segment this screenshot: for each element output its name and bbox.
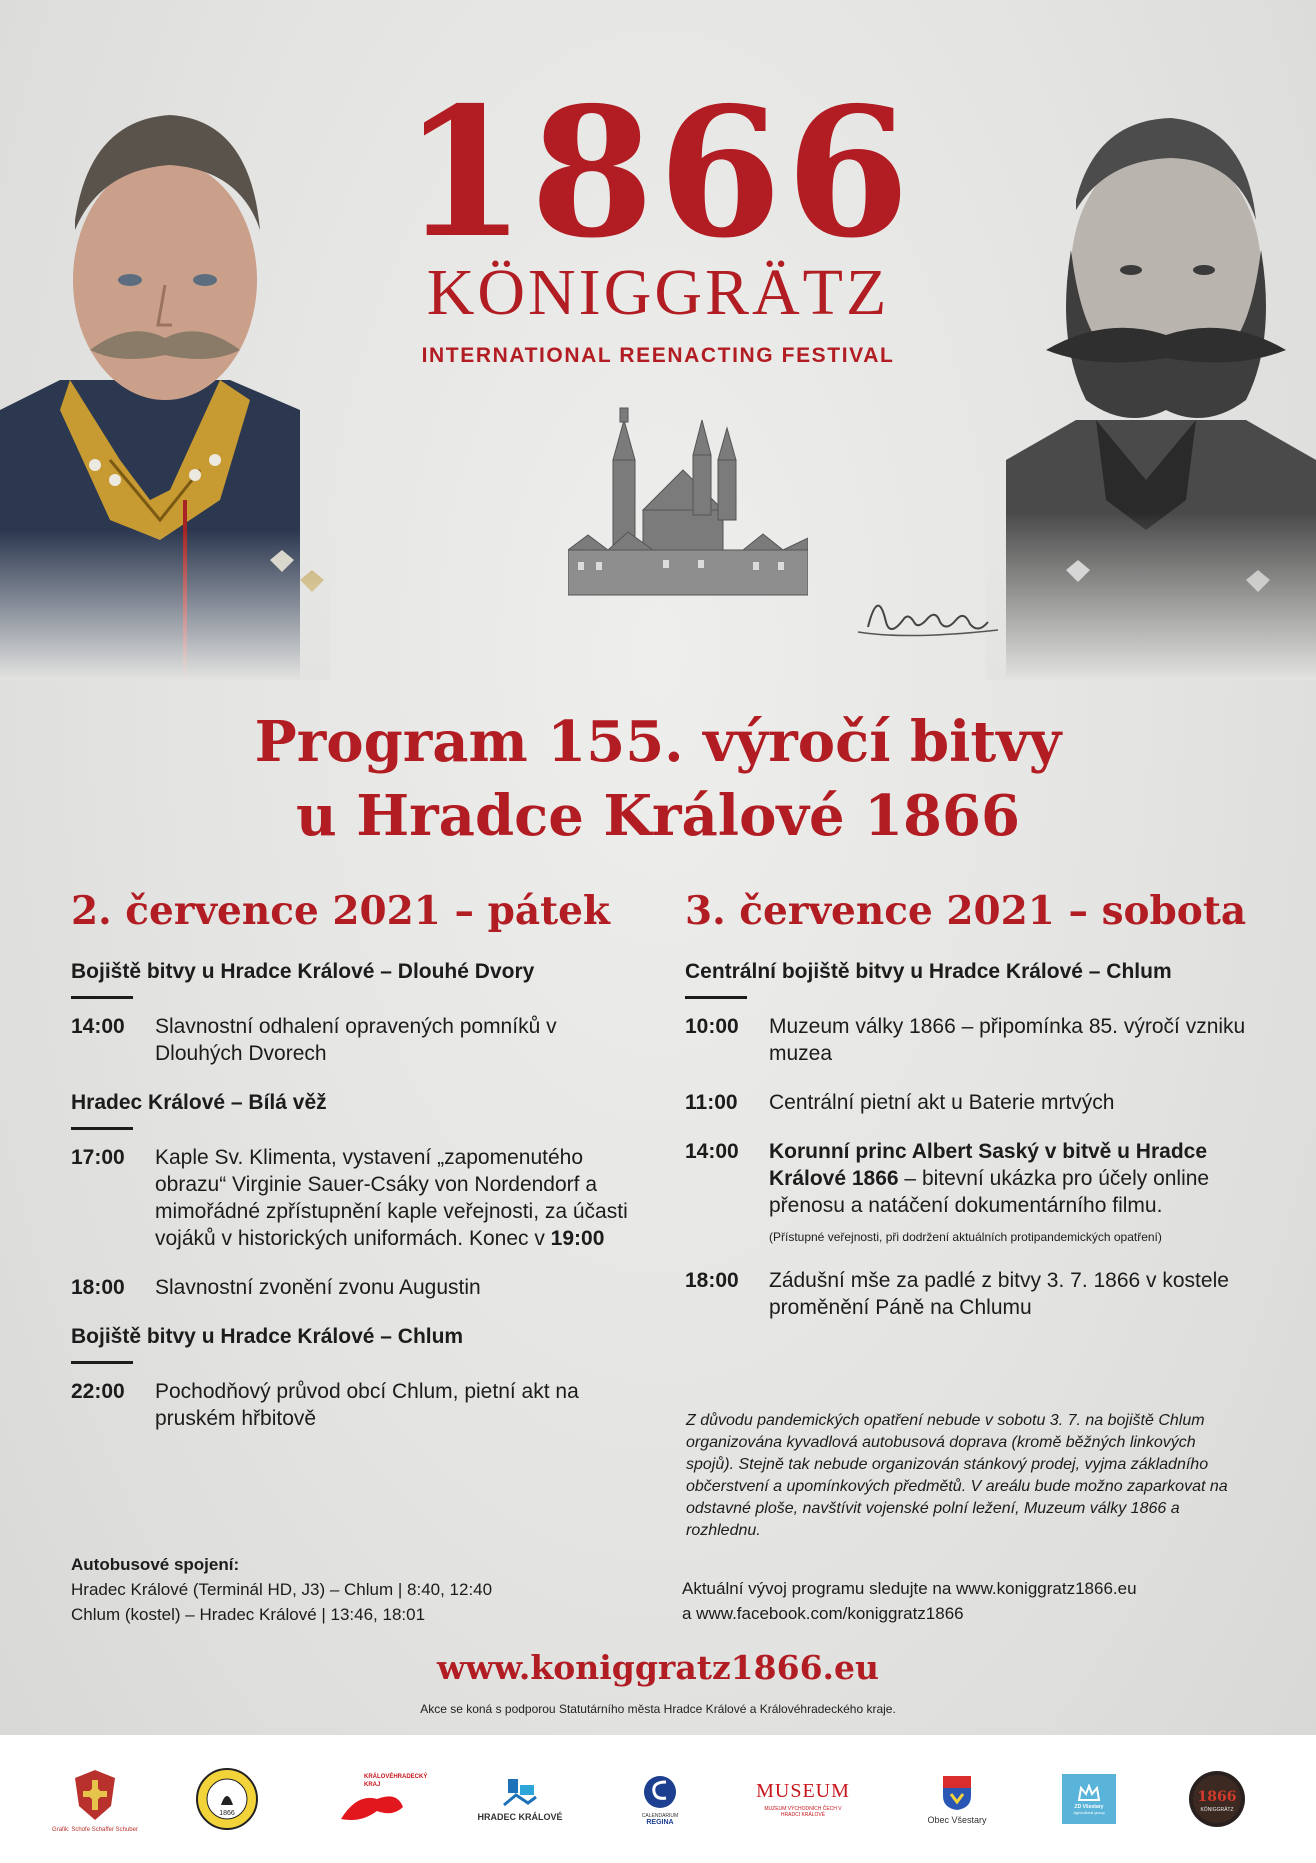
event-title: Korunní princ Albert Saský v bitvě u Hradce Králové 1866 <box>769 1140 1208 1190</box>
hk-caption: HRADEC KRÁLOVÉ <box>477 1811 563 1822</box>
follow-line: a www.facebook.com/koniggratz1866 <box>682 1604 964 1623</box>
partner-obec-vsestary <box>912 1735 1002 1863</box>
event-item <box>71 1378 631 1432</box>
brit-year: 1866 <box>1197 1789 1237 1805</box>
venue-dlouhe-dvory: Bojiště bitvy u Hradce Králové – Dlouhé Dvory <box>71 960 535 983</box>
day1-column <box>71 886 631 1454</box>
logo-year: 1866 <box>402 68 914 277</box>
town-illustration <box>568 400 808 610</box>
event-text: Muzeum války 1866 – připomínka 85. výročí vzniku muzea <box>769 1015 1246 1065</box>
follow-info <box>682 1576 1242 1626</box>
koniggratz-badge-icon <box>1187 1769 1247 1829</box>
event-time: 14:00 <box>685 1140 739 1163</box>
day2-heading: 3. července 2021 – sobota <box>685 888 1247 934</box>
event-text: Slavnostní odhalení opravených pomníků v Dlouhých Dvorech <box>155 1015 557 1065</box>
venue-central-chlum: Centrální bojiště bitvy u Hradce Králové – Chlum <box>685 960 1172 983</box>
round-badge-icon <box>195 1767 259 1831</box>
venue-bila-vez: Hradec Králové – Bílá věž <box>71 1091 327 1114</box>
zd-badge <box>1062 1774 1116 1824</box>
partner-museum <box>748 1735 858 1863</box>
museum-label: MUSEUM <box>756 1780 850 1802</box>
website-link[interactable]: www.koniggratz1866.eu <box>436 1648 880 1687</box>
event-end-time: 19:00 <box>550 1227 605 1250</box>
event-text: Zádušní mše za padlé z bitvy 3. 7. 1866 v kostele proměnění Páně na Chlumu <box>769 1269 1229 1319</box>
vsestary-coat-of-arms-icon <box>941 1774 973 1812</box>
event-text: Pochodňový průvod obcí Chlum, pietní akt na pruském hřbitově <box>155 1380 579 1430</box>
partner-logos <box>0 1735 1316 1863</box>
event-time: 18:00 <box>71 1276 125 1299</box>
logo-subtitle: INTERNATIONAL REENACTING FESTIVAL <box>421 344 895 367</box>
event-item <box>685 1013 1265 1067</box>
vsestary-caption: Obec Všestary <box>927 1814 987 1825</box>
partner-crest-logo <box>52 1735 138 1863</box>
event-text-main: Kaple Sv. Klimenta, vystavení „zapomenutého obrazu“ Virginie Sauer-Csáky von Nordendorf a mimořádné zpřístupnění kaple veřejnosti, za účasti vojáků v historických uniformách. Konec v <box>155 1146 628 1250</box>
page-title <box>0 705 1316 853</box>
bus-title: Autobusové spojení: <box>71 1555 240 1574</box>
kraj-shape-icon <box>337 1789 407 1825</box>
venue-chlum: Bojiště bitvy u Hradce Králové – Chlum <box>71 1325 464 1348</box>
event-text <box>155 1144 631 1252</box>
event-time: 22:00 <box>71 1380 125 1403</box>
event-item <box>71 1144 631 1252</box>
event-text: Slavnostní zvonění zvonu Augustin <box>155 1276 481 1299</box>
regina-logo-icon <box>642 1772 678 1812</box>
kraj-label: KRÁLOVÉHRADECKÝ KRAJ <box>364 1774 428 1788</box>
partner-caption: Grafik: Schofe Schaffer Schuber <box>52 1826 138 1833</box>
event-item <box>685 1089 1265 1116</box>
day1-heading: 2. července 2021 – pátek <box>71 888 610 934</box>
support-note: Akce se koná s podporou Statutárního města Hradce Králové a Královéhradeckého kraje. <box>420 1702 896 1716</box>
event-time: 11:00 <box>685 1091 738 1114</box>
divider <box>71 1127 133 1130</box>
hk-logo-icon <box>500 1777 540 1809</box>
badge-year: 1866 <box>219 1810 235 1817</box>
event-item <box>71 1274 631 1301</box>
event-text: Centrální pietní akt u Baterie mrtvých <box>769 1091 1115 1114</box>
partner-koniggratz-badge <box>1182 1735 1252 1863</box>
event-time: 10:00 <box>685 1015 739 1038</box>
crest-icon <box>71 1766 119 1824</box>
zd-label: ZD Všestary <box>1074 1803 1104 1810</box>
title-line-1: Program 155. výročí bitvy <box>254 709 1062 775</box>
follow-line: Aktuální vývoj programu sledujte na www.koniggratz1866.eu <box>682 1579 1137 1598</box>
zd-subtitle: Agricultural group <box>1073 1809 1105 1815</box>
event-item <box>685 1138 1265 1245</box>
event-time: 17:00 <box>71 1146 125 1169</box>
partner-round-badge <box>192 1735 262 1863</box>
event-time: 14:00 <box>71 1015 125 1038</box>
event-time: 18:00 <box>685 1269 739 1292</box>
regina-label: REGINA <box>646 1819 674 1826</box>
regina-small-label: CALENDARIUM <box>641 1813 679 1819</box>
event-note: (Přístupné veřejnosti, při dodržení aktuálních protipandemických opatření) <box>769 1230 1162 1244</box>
partner-hradec-kralove <box>470 1735 570 1863</box>
event-text <box>769 1138 1265 1245</box>
event-text-main: – bitevní ukázka pro účely online přenosu a natáčení dokumentárního filmu. <box>769 1167 1210 1217</box>
divider <box>71 996 133 999</box>
bus-line: Chlum (kostel) – Hradec Králové | 13:46, 18:01 <box>71 1605 426 1624</box>
event-item <box>685 1267 1265 1321</box>
pandemic-note: Z důvodu pandemických opatření nebude v sobotu 3. 7. na bojiště Chlum organizována kyvadlová autobusová doprava (kromě běžných linkových spojů). Stejně tak nebude organizován stánkový prodej, vyjma základního občerstvení a upomínkových předmětů. V areálu bude možno zaparkovat na odstavné ploše, navštívit vojenské polní ležení, Muzeum války 1866 a rozhlednu. <box>686 1412 1228 1539</box>
partner-regina <box>630 1735 690 1863</box>
festival-logo <box>0 68 1316 368</box>
partner-zd-vsestary <box>1054 1735 1124 1863</box>
museum-subtitle: MUZEUM VÝCHODNÍCH ČECH V HRADCI KRÁLOVÉ <box>764 1806 842 1818</box>
logo-name: KÖNIGGRÄTZ <box>426 256 890 329</box>
day2-column <box>685 886 1265 1343</box>
bus-connections <box>71 1552 591 1627</box>
crown-icon <box>1077 1784 1101 1804</box>
divider <box>71 1361 133 1364</box>
bus-line: Hradec Králové (Terminál HD, J3) – Chlum | 8:40, 12:40 <box>71 1580 493 1599</box>
divider <box>685 996 747 999</box>
partner-kralovehradecky-kraj <box>322 1735 428 1863</box>
signature <box>848 582 1008 652</box>
event-item <box>71 1013 631 1067</box>
title-line-2: u Hradce Králové 1866 <box>296 783 1020 849</box>
brit-name: KÖNIGGRÄTZ <box>1200 1807 1234 1813</box>
